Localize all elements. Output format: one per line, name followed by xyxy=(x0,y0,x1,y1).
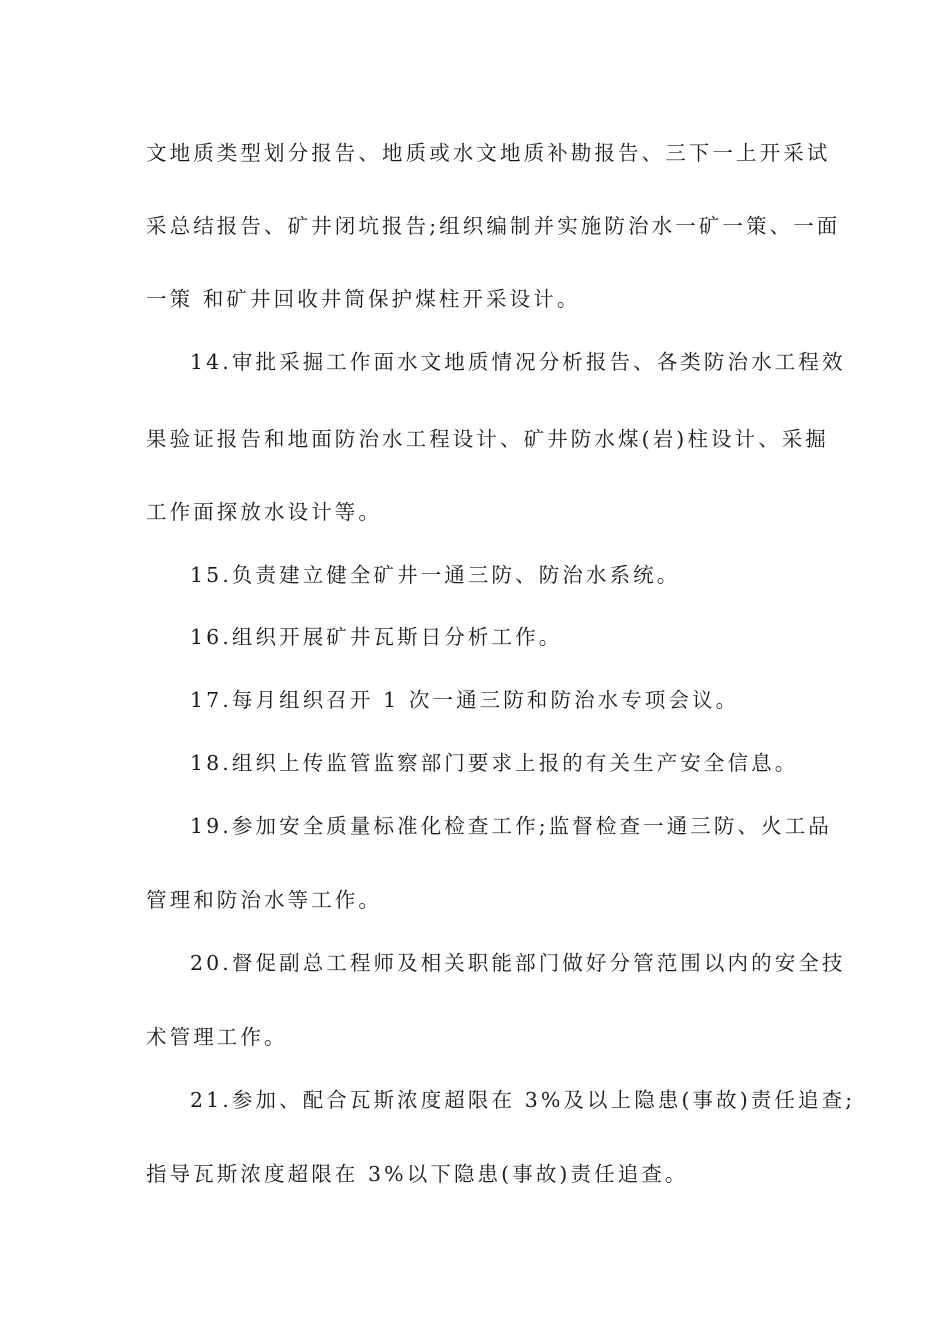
item-19-line-1: 19.参加安全质量标准化检查工作;监督检查一通三防、火工品 xyxy=(190,814,832,838)
item-14-line-1: 14.审批采掘工作面水文地质情况分析报告、各类防治水工程效 xyxy=(190,350,846,374)
item-17: 17.每月组织召开 1 次一通三防和防治水专项会议。 xyxy=(190,688,740,712)
item-18: 18.组织上传监管监察部门要求上报的有关生产安全信息。 xyxy=(190,751,799,775)
text-line-2: 采总结报告、矿井闭坑报告;组织编制并实施防治水一矿一策、一面 xyxy=(146,214,841,238)
item-14-line-2: 果验证报告和地面防治水工程设计、矿井防水煤(岩)柱设计、采掘 xyxy=(146,427,829,451)
item-16: 16.组织开展矿井瓦斯日分析工作。 xyxy=(190,625,563,649)
text-line-1: 文地质类型划分报告、地质或水文地质补勘报告、三下一上开采试 xyxy=(146,141,831,165)
item-19-line-2: 管理和防治水等工作。 xyxy=(146,888,382,912)
item-20-line-2: 术管理工作。 xyxy=(146,1025,288,1049)
text-line-3: 一策 和矿井回收井筒保护煤柱开采设计。 xyxy=(146,287,581,311)
item-21-line-2: 指导瓦斯浓度超限在 3%以下隐患(事故)责任追查。 xyxy=(146,1162,689,1186)
item-14-line-3: 工作面探放水设计等。 xyxy=(146,500,382,524)
item-21-line-1: 21.参加、配合瓦斯浓度超限在 3%及以上隐患(事故)责任追查; xyxy=(190,1088,856,1112)
item-15: 15.负责建立健全矿井一通三防、防治水系统。 xyxy=(190,563,681,587)
item-20-line-1: 20.督促副总工程师及相关职能部门做好分管范围以内的安全技 xyxy=(190,951,846,975)
